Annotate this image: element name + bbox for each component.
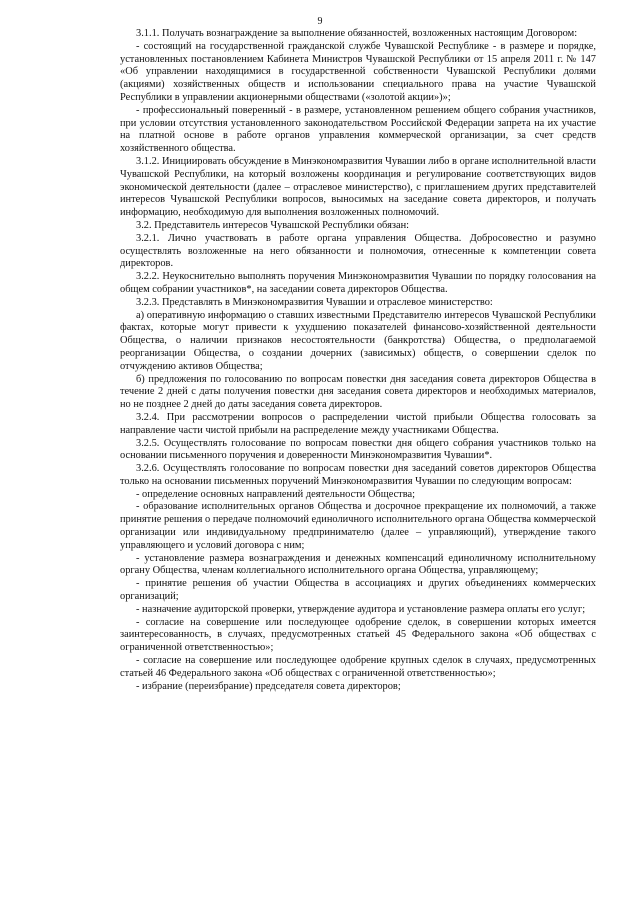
paragraph-3-1-2: 3.1.2. Инициировать обсуждение в Минэкономразвития Чувашии либо в органе исполнительной власти Чувашской Республики, на который возложены координация и регулирование соответствующих видов экономической деятельности (далее – отраслевое министерство), с приглашением других представителей интересов Чувашской Республики вопросов, выносимых на заседание совета директоров, и получать информацию, необходимую для выполнения возложенных полномочий.: [120, 155, 596, 219]
list-item-board-chairman: - избрание (переизбрание) председателя совета директоров;: [136, 680, 401, 692]
paragraph-3-2: 3.2. Представитель интересов Чувашской Республики обязан:: [136, 219, 410, 231]
list-item-major-deals: - согласие на совершение или последующее одобрение крупных сделок в случаях, предусмотренных статьей 46 Федерального закона «Об обществах с ограниченной ответственностью»;: [120, 655, 596, 679]
list-item-audit: - назначение аудиторской проверки, утверждение аудитора и установление размера оплаты его услуг;: [136, 603, 586, 615]
paragraph-professional-attorney-remuneration: - профессиональный поверенный - в размере, установленном решением общего собрания участников, при условии отсутствия установленного законодательством Российской Федерации запрета на их участие на платной основе в работе органов управления коммерческой организации, за счет средств хозяйственного общества.: [120, 104, 596, 155]
paragraph-3-2-5: 3.2.5. Осуществлять голосование по вопросам повестки дня общего собрания участников только на основании письменного поручения и доверенности Минэкономразвития Чувашии*.: [120, 437, 596, 462]
paragraph-3-2-3-a: а) оперативную информацию о ставших известными Представителю интересов Чувашской Республики фактах, которые могут привести к ухудшению показателей финансово-хозяйственной деятельности Общества, о наличии признаков несостоятельности (банкротства) Общества, о предполагаемой реорганизации Общества, о создании дочерних (зависимых) обществ, о совершении сделок по отчуждению активов Общества;: [120, 309, 596, 372]
paragraph-3-2-3-b: б) предложения по голосованию по вопросам повестки дня заседания совета директоров Общества в течение 2 дней с даты получения повестки дня заседания совета директоров и необходимых материалов, но не позднее 2 дней до даты заседания совета директоров.: [120, 373, 596, 411]
document-body: [120, 28, 596, 693]
paragraph-3-2-3: 3.2.3. Представлять в Минэкономразвития Чувашии и отраслевое министерство:: [136, 296, 493, 308]
paragraph-3-2-6: 3.2.6. Осуществлять голосование по вопросам повестки дня заседаний советов директоров Общества только на основании письменных поручений Минэкономразвития Чувашии по следующим вопросам:: [120, 463, 596, 487]
paragraph-civil-servant-remuneration: - состоящий на государственной гражданской службе Чувашской Республике - в размере и порядке, установленных постановлением Кабинета Министров Чувашской Республики от 15 апреля 2011 г. № 147 «Об управлении находящимися в государственной собственности Чувашской Республики долями (акциями) хозяйственных обществ и использовании специального права на участие Чувашской Республики в управлении акционерными обществами («золотой акции»)»;: [120, 40, 596, 103]
list-item-associations: - принятие решения об участии Общества в ассоциациях и других объединениях коммерческих организаций;: [120, 578, 596, 603]
list-item-remuneration: - установление размера вознаграждения и денежных компенсаций единоличному исполнительному органу Общества, членам коллегиального исполнительного органа Общества, управляющему;: [120, 552, 596, 577]
paragraph-3-1-1: 3.1.1. Получать вознаграждение за выполнение обязанностей, возложенных настоящим Договором:: [136, 28, 578, 39]
page-number: 9: [317, 16, 323, 27]
paragraph-3-2-4: 3.2.4. При рассмотрении вопросов о распределении чистой прибыли Общества голосовать за направление части чистой прибыли на распределение между участниками Общества.: [120, 411, 596, 436]
paragraph-3-2-2: 3.2.2. Неукоснительно выполнять поручения Минэкономразвития Чувашии по порядку голосования на общем собрании участников*, на заседании совета директоров Общества.: [120, 271, 596, 295]
paragraph-3-2-1: 3.2.1. Лично участвовать в работе органа управления Общества. Добросовестно и разумно осуществлять возложенные на него обязанности и полномочия, отнесенные к компетенции совета директоров.: [120, 232, 596, 270]
list-item-interested-party-deals: - согласие на совершение или последующее одобрение сделок, в совершении которых имеется заинтересованность, в случаях, предусмотренных статьей 45 Федерального закона «Об обществах с ограниченной ответственностью»;: [120, 616, 596, 654]
list-item-main-directions: - определение основных направлений деятельности Общества;: [136, 488, 415, 500]
list-item-executive-bodies: - образование исполнительных органов Общества и досрочное прекращение их полномочий, а также принятие решения о передаче полномочий единоличного исполнительного органа Общества коммерческой организации или индивидуальному предпринимателю (далее – управляющий), утверждение такого управляющего и условий договора с ним;: [120, 501, 596, 551]
